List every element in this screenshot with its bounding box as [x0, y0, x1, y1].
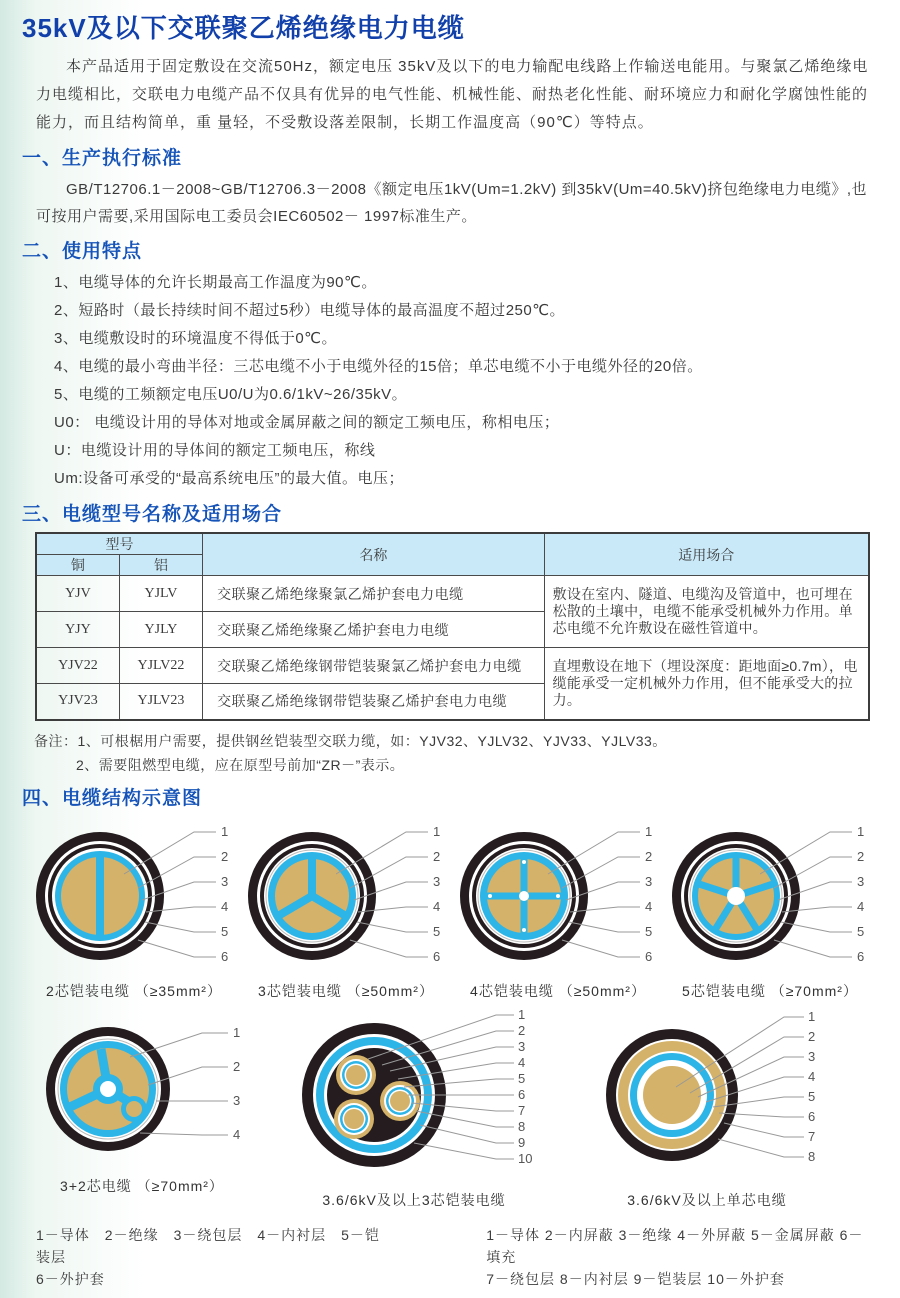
model-cu: YJY	[36, 612, 119, 648]
diagram-label: 2	[857, 848, 865, 864]
table-notes	[34, 729, 872, 777]
diagram-label: 7	[808, 1128, 816, 1144]
usage-cell: 直埋敷设在地下（埋设深度：距地面≥0.7m），电缆能承受一定机械外力作用，但不能承受大的拉力。	[544, 648, 869, 720]
section-1-heading: 一、生产执行标准	[22, 148, 183, 169]
model-al: YJLV22	[119, 648, 202, 684]
diagram-label: 2	[645, 848, 653, 864]
diagram-label: 8	[808, 1148, 816, 1164]
cable-name: 交联聚乙烯绝缘钢带铠装聚乙烯护套电力电缆	[203, 684, 545, 720]
diagram-label: 1	[808, 1008, 816, 1024]
legend-armored-cables	[36, 1224, 390, 1290]
legend-row	[36, 1224, 872, 1290]
model-al: YJLV23	[119, 684, 202, 720]
diagram-row-2	[28, 1007, 872, 1210]
table-row	[36, 648, 869, 684]
table-row	[36, 576, 869, 612]
feature-item: 1、电缆导体的允许长期最高工作温度为90℃。	[54, 274, 377, 291]
model-cu: YJV	[36, 576, 119, 612]
feature-item: 2、短路时（最长持续时间不超过5秒）电缆导体的最高温度不超过250℃。	[54, 302, 566, 319]
legend-line: 1－导体 2－绝缘 3－绕包层 4－内衬层 5－铠装层	[36, 1226, 380, 1265]
section-4-heading: 四、电缆结构示意图	[22, 787, 203, 809]
cable-cross-section-3core	[240, 816, 452, 974]
col-header-aluminum: 铝	[119, 555, 202, 576]
note-line: 2、需要阻燃型电缆，应在原型号前加“ZR－”表示。	[76, 756, 405, 773]
diagram-label: 4	[645, 898, 653, 914]
feature-list	[54, 269, 872, 493]
diagram-label: 6	[221, 948, 229, 964]
diagram-label: 3	[808, 1048, 816, 1064]
feature-item: Um:设备可承受的“最高系统电压”的最大值。电压；	[54, 470, 404, 487]
col-header-model: 型号	[36, 533, 203, 555]
diagram-label: 4	[433, 898, 441, 914]
diagram-label: 5	[518, 1070, 526, 1086]
cable-model-table	[35, 532, 870, 721]
diagram-caption: 3+2芯电缆 （≥70mm²）	[60, 1177, 224, 1194]
cable-cross-section-3plus2core	[28, 1007, 256, 1169]
diagram-row-1	[28, 816, 872, 1001]
diagram-label: 1	[645, 823, 653, 839]
diagram-label: 2	[518, 1022, 526, 1038]
diagram-label: 4	[221, 898, 229, 914]
section-2-heading: 二、使用特点	[22, 241, 143, 262]
diagram-label: 3	[233, 1092, 241, 1108]
intro-paragraph: 本产品适用于固定敷设在交流50Hz，额定电压 35kV及以下的电力输配电线路上作输送电能用。与聚氯乙烯绝缘电力电缆相比，交联电力电缆产品不仅具有优异的电气性能、机械性能、耐热老化性能、耐环境应力和耐化学腐蚀性能的能力，而且结构简单，重 量轻，不受敷设落差限制，长期工作温度高（90℃）等特点。	[36, 58, 869, 131]
diagram-label: 1	[433, 823, 441, 839]
diagram-label: 1	[857, 823, 865, 839]
diagram-label: 6	[518, 1086, 526, 1102]
diagram-caption: 5芯铠装电缆 （≥70mm²）	[682, 982, 858, 999]
feature-item: U0： 电缆设计用的导体对地或金属屏蔽之间的额定工频电压，称相电压；	[54, 414, 560, 431]
diagram-label: 4	[857, 898, 865, 914]
diagram-label: 3	[645, 873, 653, 889]
model-al: YJLV	[119, 576, 202, 612]
legend-6kv-cables	[486, 1224, 872, 1290]
diagram-label: 7	[518, 1102, 526, 1118]
model-cu: YJV23	[36, 684, 119, 720]
diagram-label: 5	[433, 923, 441, 939]
diagram-caption: 3.6/6kV及以上单芯电缆	[627, 1191, 787, 1208]
col-header-copper: 铜	[36, 555, 119, 576]
cable-diagram-3core	[240, 816, 452, 1001]
diagram-label: 1	[233, 1024, 241, 1040]
diagram-label: 9	[518, 1134, 526, 1150]
col-header-usage: 适用场合	[544, 533, 869, 576]
diagram-label: 1	[221, 823, 229, 839]
diagram-label: 5	[221, 923, 229, 939]
model-al: YJLY	[119, 612, 202, 648]
diagram-label: 3	[433, 873, 441, 889]
feature-item: 4、电缆的最小弯曲半径：三芯电缆不小于电缆外径的15倍；单芯电缆不小于电缆外径的20倍。	[54, 358, 703, 375]
legend-line: 6－外护套	[36, 1270, 105, 1287]
diagram-label: 6	[645, 948, 653, 964]
cable-name: 交联聚乙烯绝缘聚乙烯护套电力电缆	[203, 612, 545, 648]
diagram-label: 2	[221, 848, 229, 864]
cable-diagram-5core	[664, 816, 876, 1001]
diagram-label: 5	[808, 1088, 816, 1104]
diagram-label: 6	[433, 948, 441, 964]
feature-item: 3、电缆敷设时的环境温度不得低于0℃。	[54, 330, 338, 347]
diagram-label: 4	[233, 1126, 241, 1142]
cable-diagram-3core-armored-6kv	[290, 1007, 538, 1210]
diagram-label: 1	[518, 1006, 526, 1022]
legend-line: 1－导体 2－内屏蔽 3－绝缘 4－外屏蔽 5－金属屏蔽 6－填充	[486, 1226, 864, 1265]
diagram-caption: 4芯铠装电缆 （≥50mm²）	[470, 982, 646, 999]
cable-name: 交联聚乙烯绝缘钢带铠装聚氯乙烯护套电力电缆	[203, 648, 545, 684]
legend-line: 7－绕包层 8－内衬层 9－铠装层 10－外护套	[486, 1270, 785, 1287]
diagram-label: 3	[857, 873, 865, 889]
cable-cross-section-3core-armored	[290, 1007, 538, 1183]
core-top-left	[336, 1055, 376, 1095]
core-bottom-left	[334, 1099, 374, 1139]
page-title: 35kV及以下交联聚乙烯绝缘电力电缆	[22, 13, 465, 43]
diagram-label: 2	[433, 848, 441, 864]
diagram-label: 2	[233, 1058, 241, 1074]
feature-item: U：电缆设计用的导体间的额定工频电压，称线	[54, 442, 376, 459]
diagram-label: 4	[808, 1068, 816, 1084]
feature-item: 5、电缆的工频额定电压U0/U为0.6/1kV~26/35kV。	[54, 386, 408, 403]
core-right	[380, 1081, 420, 1121]
diagram-label: 3	[221, 873, 229, 889]
usage-cell: 敷设在室内、隧道、电缆沟及管道中，也可埋在松散的土壤中，电缆不能承受机械外力作用。单芯电缆不允许敷设在磁性管道中。	[544, 576, 869, 648]
cable-cross-section-2core	[28, 816, 240, 974]
cable-diagram-single-core-6kv	[586, 1007, 828, 1210]
diagram-label: 3	[518, 1038, 526, 1054]
cable-diagram-4core	[452, 816, 664, 1001]
diagram-caption: 2芯铠装电缆 （≥35mm²）	[46, 982, 222, 999]
diagram-label: 5	[857, 923, 865, 939]
section-3-heading: 三、电缆型号名称及适用场合	[22, 504, 283, 525]
diagram-label: 8	[518, 1118, 526, 1134]
note-line: 备注：1、可根椐用户需要，提供钢丝铠装型交联力缆，如：YJV32、YJLV32、YJV33、YJLV33。	[34, 732, 667, 749]
diagram-label: 10	[518, 1150, 533, 1166]
col-header-name: 名称	[203, 533, 545, 576]
diagram-label: 5	[645, 923, 653, 939]
diagram-label: 6	[857, 948, 865, 964]
cable-cross-section-5core	[664, 816, 876, 974]
model-cu: YJV22	[36, 648, 119, 684]
cable-cross-section-single-core	[586, 1007, 828, 1183]
table-header-row	[36, 533, 869, 555]
diagram-label: 4	[518, 1054, 526, 1070]
diagram-caption: 3芯铠装电缆 （≥50mm²）	[258, 982, 434, 999]
section-1-body: GB/T12706.1－2008~GB/T12706.3－2008《额定电压1kV(Um=1.2kV) 到35kV(Um=40.5kV)挤包绝缘电力电缆》,也可按用户需要,采用国际电工委员会IEC60502－ 1997标准生产。	[36, 181, 868, 225]
diagram-label: 2	[808, 1028, 816, 1044]
cable-diagram-2core	[28, 816, 240, 1001]
cable-name: 交联聚乙烯绝缘聚氯乙烯护套电力电缆	[203, 576, 545, 612]
cable-diagram-3plus2core	[28, 1007, 256, 1196]
cable-cross-section-4core	[452, 816, 664, 974]
diagram-caption: 3.6/6kV及以上3芯铠装电缆	[322, 1191, 506, 1208]
diagram-label: 6	[808, 1108, 816, 1124]
